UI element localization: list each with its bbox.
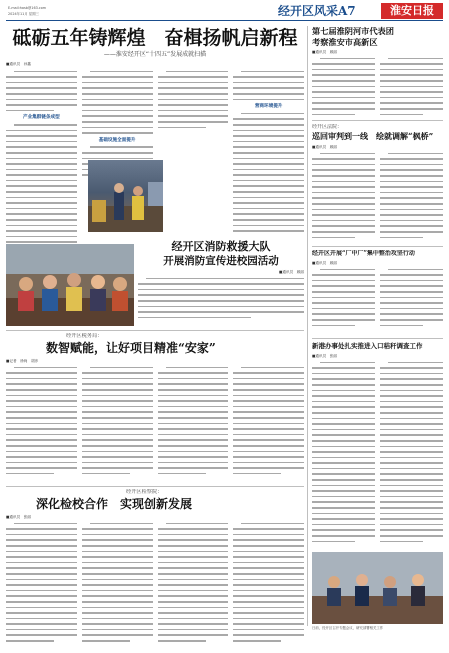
main-subtitle-1: 产业集群链条成型 xyxy=(22,115,60,121)
right2-kicker: 经开区法院： xyxy=(312,124,343,130)
main-byline: ■通讯员 孙鑫 xyxy=(6,62,31,66)
right4-byline: ■通讯员 张丽 xyxy=(312,354,337,358)
main-subhead: ——淮安经开区“十四五”发展成就扫描 xyxy=(103,51,207,58)
finance-headline: 数智赋能，让好项目精准“安家” xyxy=(46,341,216,355)
main-headline: 砥砺五年铸辉煌 奋楫扬帆启新程 xyxy=(12,27,298,49)
bottom-byline: ■通讯员 张丽 xyxy=(6,515,31,519)
right-story-3 xyxy=(312,250,443,335)
divider-r2 xyxy=(312,246,443,247)
meeting-photo xyxy=(312,552,443,624)
fire-headline-2: 开展消防宣传进校园活动 xyxy=(163,255,279,267)
divider-r1 xyxy=(312,120,443,121)
right1-byline: ■通讯员 顾丽 xyxy=(312,50,337,54)
fire-drill-photo xyxy=(88,160,163,232)
bottom-story xyxy=(6,489,304,649)
right3-byline: ■通讯员 顾丽 xyxy=(312,261,337,265)
right2-byline: ■通讯员 顾丽 xyxy=(312,145,337,149)
classroom-illustration xyxy=(6,244,134,326)
fire-drill-illustration xyxy=(88,160,163,232)
right3-headline: 经开区开展“厂中厂”集中整治攻坚行动 xyxy=(312,250,415,257)
bottom-kicker: 经开区检察院： xyxy=(126,489,163,495)
right2-headline: 巡回审判到一线 绘就调解“枫桥” xyxy=(312,131,434,141)
fire-headline-1: 经开区消防救援大队 xyxy=(171,240,271,253)
right-story-1 xyxy=(312,26,443,118)
fire-byline: ■通讯员 顾丽 xyxy=(279,270,304,274)
finance-kicker: 经开区税务局： xyxy=(66,333,103,339)
main-subtitle-3: 基础设施全面提升 xyxy=(98,137,136,143)
right4-headline: 新港办事处扎实推进入口秸秆调查工作 xyxy=(312,342,423,350)
meeting-illustration xyxy=(312,552,443,624)
right1-headline-1: 第七届淮阴河市代表团 xyxy=(312,26,394,36)
newspaper-masthead: 淮安日报 xyxy=(381,3,443,19)
finance-byline: ■记者 徐尚 胡彦 xyxy=(6,359,39,363)
main-subtitle-2: 营商环境提升 xyxy=(254,104,283,110)
header-date: 2024年11月 星期三 xyxy=(8,12,39,16)
fire-story xyxy=(138,240,304,318)
right-story-4 xyxy=(312,342,443,550)
divider-r3 xyxy=(312,338,443,339)
page-header xyxy=(6,3,443,21)
meeting-photo-caption: 日前，经开区召开专题会议，研究部署相关工作 xyxy=(312,626,384,630)
divider-mid xyxy=(6,330,304,331)
column-divider xyxy=(307,26,308,626)
finance-story xyxy=(6,333,304,483)
right-story-2 xyxy=(312,124,443,242)
fire-school-photo xyxy=(6,244,134,326)
bottom-headline: 深化检校合作 实现创新发展 xyxy=(36,497,193,511)
right1-headline-2: 考察淮安市高新区 xyxy=(312,36,378,47)
divider-bottom xyxy=(6,486,304,487)
header-email: E-mail:hasb@163.com xyxy=(8,6,47,10)
section-label: 经开区风采A7 xyxy=(278,4,356,18)
